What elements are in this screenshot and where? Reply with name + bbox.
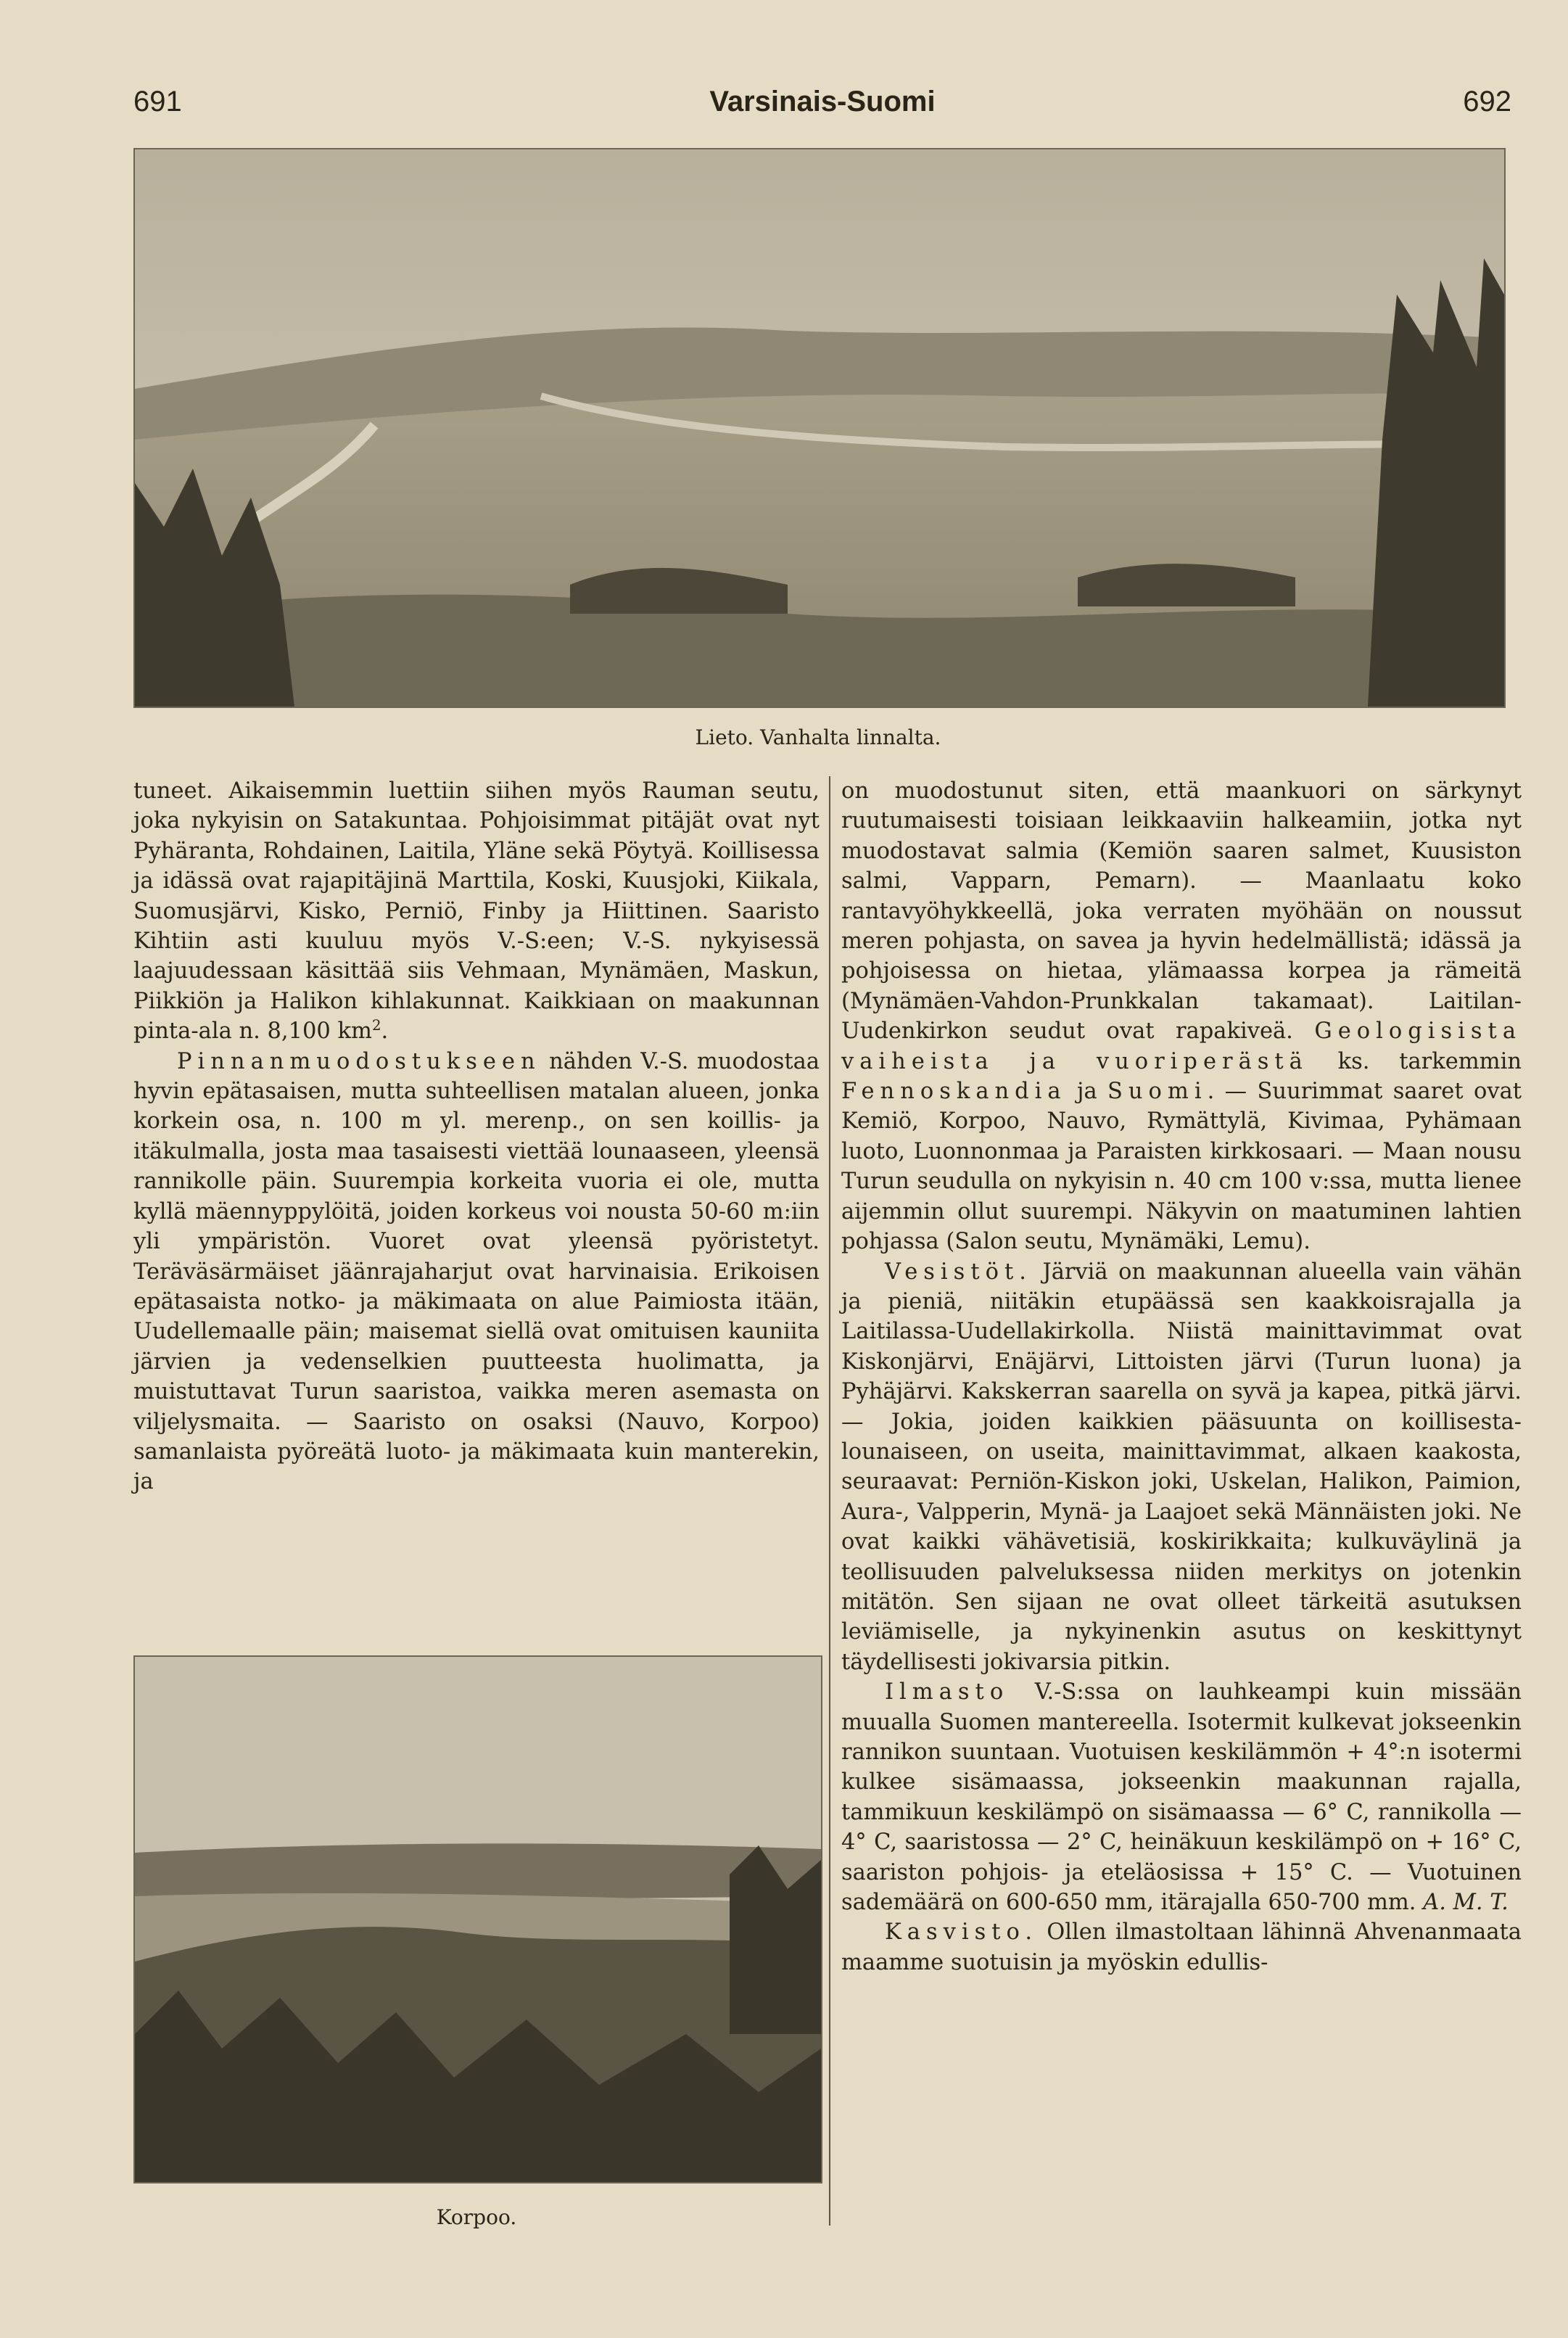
photo-caption-lieto: Lieto. Vanhalta linnalta. xyxy=(695,725,941,749)
page-header xyxy=(133,86,1511,129)
running-title: Varsinais-Suomi xyxy=(709,86,936,118)
page-number-right: 692 xyxy=(1463,86,1511,118)
paragraph-vesistot: Vesistöt. Järviä on maakunnan alueella vain vähän ja pieniä, niitäkin etupäässä sen kaakkoisrajalla ja Laitilassa-Uudellakirkolla. Niistä mainittavimmat ovat Kiskonjärvi, Enäjärvi, Littoisten järvi (Turun luona) ja Pyhäjärvi. Kakskerran saarella on syvä ja kapea, pitkä järvi. — Jokia, joiden kaikkien pääsuunta on koillisesta-lounaiseen, on useita, mainittavimmat, alkaen kaakosta, seuraavat: Perniön-Kiskon joki, Uskelan, Halikon, Paimion, Aura-, Valpperin, Mynä- ja Laajoet sekä Männäisten joki. Ne ovat kaikki vähävetisiä, koskirikkaita; kulkuväylinä ja teollisuuden palveluksessa niiden merkitys on jotenkin mitätön. Sen sijaan ne ovat olleet tärkeitä asutuksen leviämiselle, ja nykyinenkin asutus on keskittynyt täydellisesti jokivarsia pitkin. xyxy=(841,1259,1522,1675)
paragraph: tuneet. Aikaisemmin luettiin siihen myös Rauman seutu, joka nykyisin on Satakuntaa. Pohjoisimmat pitäjät ovat nyt Pyhäranta, Rohdainen, Laitila, Yläne sekä Pöytyä. Koillisessa ja idässä ovat rajapitäjinä Marttila, Koski, Kuusjoki, Kiikala, Suomusjärvi, Kisko, Perniö, Finby ja Hiittinen. Saaristo Kihtiin asti kuuluu myös V.-S:een; V.-S. nykyisessä laajuudessaan käsittää siis Vehmaan, Mynämäen, Maskun, Piikkiön ja Halikon kihlakunnat. Kaikkiaan on maakunnan pinta-ala n. 8,100 $km^2$. xyxy=(133,778,820,1045)
paragraph-pinnanmuodostus: Pinnanmuodostukseen nähden V.-S. muodostaa hyvin epätasaisen, mutta suhteellisen matalan alueen, jonka korkein osa, n. 100 m yl. merenp., on sen koillis- ja itäkulmalla, josta maa tasaisesti viettää lounaaseen, yleensä rannikolle päin. Suurempia korkeita vuoria ei ole, mutta kyllä mäennyppylöitä, joiden korkeus voi nousta 50-60 m:iin yli ympäristön. Vuoret ovat yleensä pyöristetyt. Teräväsärmäiset jäänrajaharjut ovat harvinaisia. Erikoisen epätasaista notko- ja mäkimaata on alue Paimiosta itään, Uudellemaalle päin; maisemat siellä ovat omituisen kauniita järvien ja vedenselkien puutteesta huolimatta, ja muistuttavat Turun saaristoa, vaikka meren asemasta on viljelysmaita. — Saaristo on osaksi (Nauvo, Korpoo) samanlaista pyöreätä luoto- ja mäkimaata kuin manterekin, ja xyxy=(133,1048,820,1495)
paragraph-ilmasto: Ilmasto V.-S:ssa on lauhkeampi kuin missään muualla Suomen mantereella. Isotermit kulkevat jokseenkin rannikon suuntaan. Vuotuisen keskilämmön + 4°:n isotermi kulkee sisämaassa, jokseenkin maakunnan rajalla, tammikuun keskilämpö on sisämaassa — 6° C, rannikolla — 4° C, saaristossa — 2° C, heinäkuun keskilämpö on + 16° C, saariston pohjois- ja eteläosissa + 15° C. — Vuotuinen sademäärä on 600-650 mm, itärajalla 650-700 mm. A. M. T. xyxy=(841,1679,1522,1916)
page-number-left: 691 xyxy=(133,86,182,118)
column-divider xyxy=(829,776,830,2226)
left-column xyxy=(133,776,820,1497)
paragraph-kasvisto: Kasvisto. Ollen ilmastoltaan lähinnä Ahvenanmaata maamme suotuisin ja myöskin edullis- xyxy=(841,1919,1522,1975)
author-signature: A. M. T. xyxy=(1423,1890,1509,1916)
paragraph: on muodostunut siten, että maankuori on särkynyt ruutumaisesti toisiaan leikkaaviin halkeamiin, jotka nyt muodostavat salmia (Kemiön saaren salmet, Kuusiston salmi, Vapparn, Pemarn). — Maanlaatu koko rantavyöhykkeellä, joka verraten myöhään on noussut meren pohjasta, on savea ja hyvin hedelmällistä; idässä ja pohjoisessa on hietaa, ylämaassa korpea ja rämeitä (Mynämäen-Vahdon-Prunkkalan takamaat). Laitilan-Uudenkirkon seudut ovat rapakiveä. Geologisista vaiheista ja vuoriperästä ks. tarkemmin Fennoskandia ja Suomi. — Suurimmat saaret ovat Kemiö, Korpoo, Nauvo, Rymättylä, Kivimaa, Pyhämaan luoto, Luonnonmaa ja Paraisten kirkkosaari. — Maan nousu Turun seudulla on nykyisin n. 40 cm 100 v:ssa, mutta lienee aijemmin ollut suurempi. Näkyvin on maatuminen lahtien pohjassa (Salon seutu, Mynämäki, Lemu). xyxy=(841,778,1522,1255)
landscape-photo xyxy=(133,148,1506,708)
right-column xyxy=(841,776,1522,1977)
photo-caption-korpoo: Korpoo. xyxy=(436,2205,517,2229)
archipelago-photo xyxy=(133,1655,822,2183)
